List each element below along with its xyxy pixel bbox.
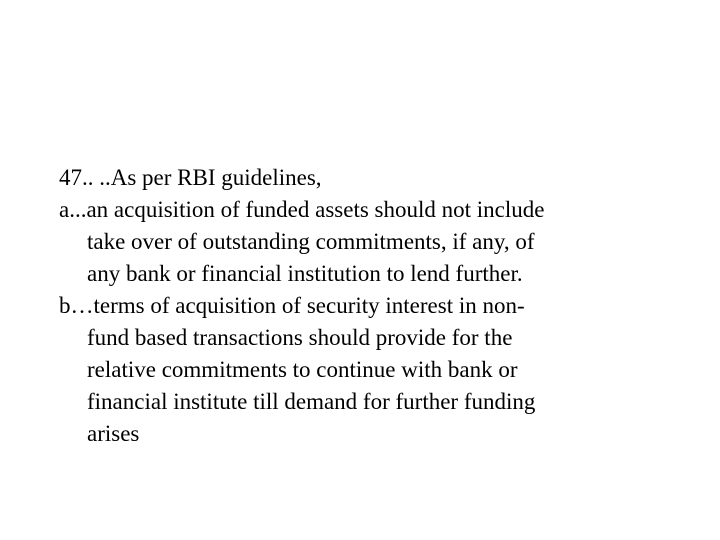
point-a-line-1: a...an acquisition of funded assets should not include	[59, 197, 545, 222]
point-b-line-2: fund based transactions should provide for the	[87, 325, 513, 350]
point-b-line-4: financial institute till demand for further funding	[87, 389, 536, 414]
point-a	[59, 194, 679, 290]
point-b	[59, 290, 679, 450]
point-b-line-3: relative commitments to continue with bank or	[87, 357, 518, 382]
slide-heading: 47.. ..As per RBI guidelines,	[59, 165, 322, 190]
point-a-line-2: take over of outstanding commitments, if any, of	[87, 229, 535, 254]
slide-body-text	[59, 162, 679, 450]
point-b-line-5: arises	[87, 421, 140, 446]
point-b-line-1: b…terms of acquisition of security interest in non-	[59, 293, 525, 318]
point-a-line-3: any bank or financial institution to lend further.	[87, 261, 523, 286]
